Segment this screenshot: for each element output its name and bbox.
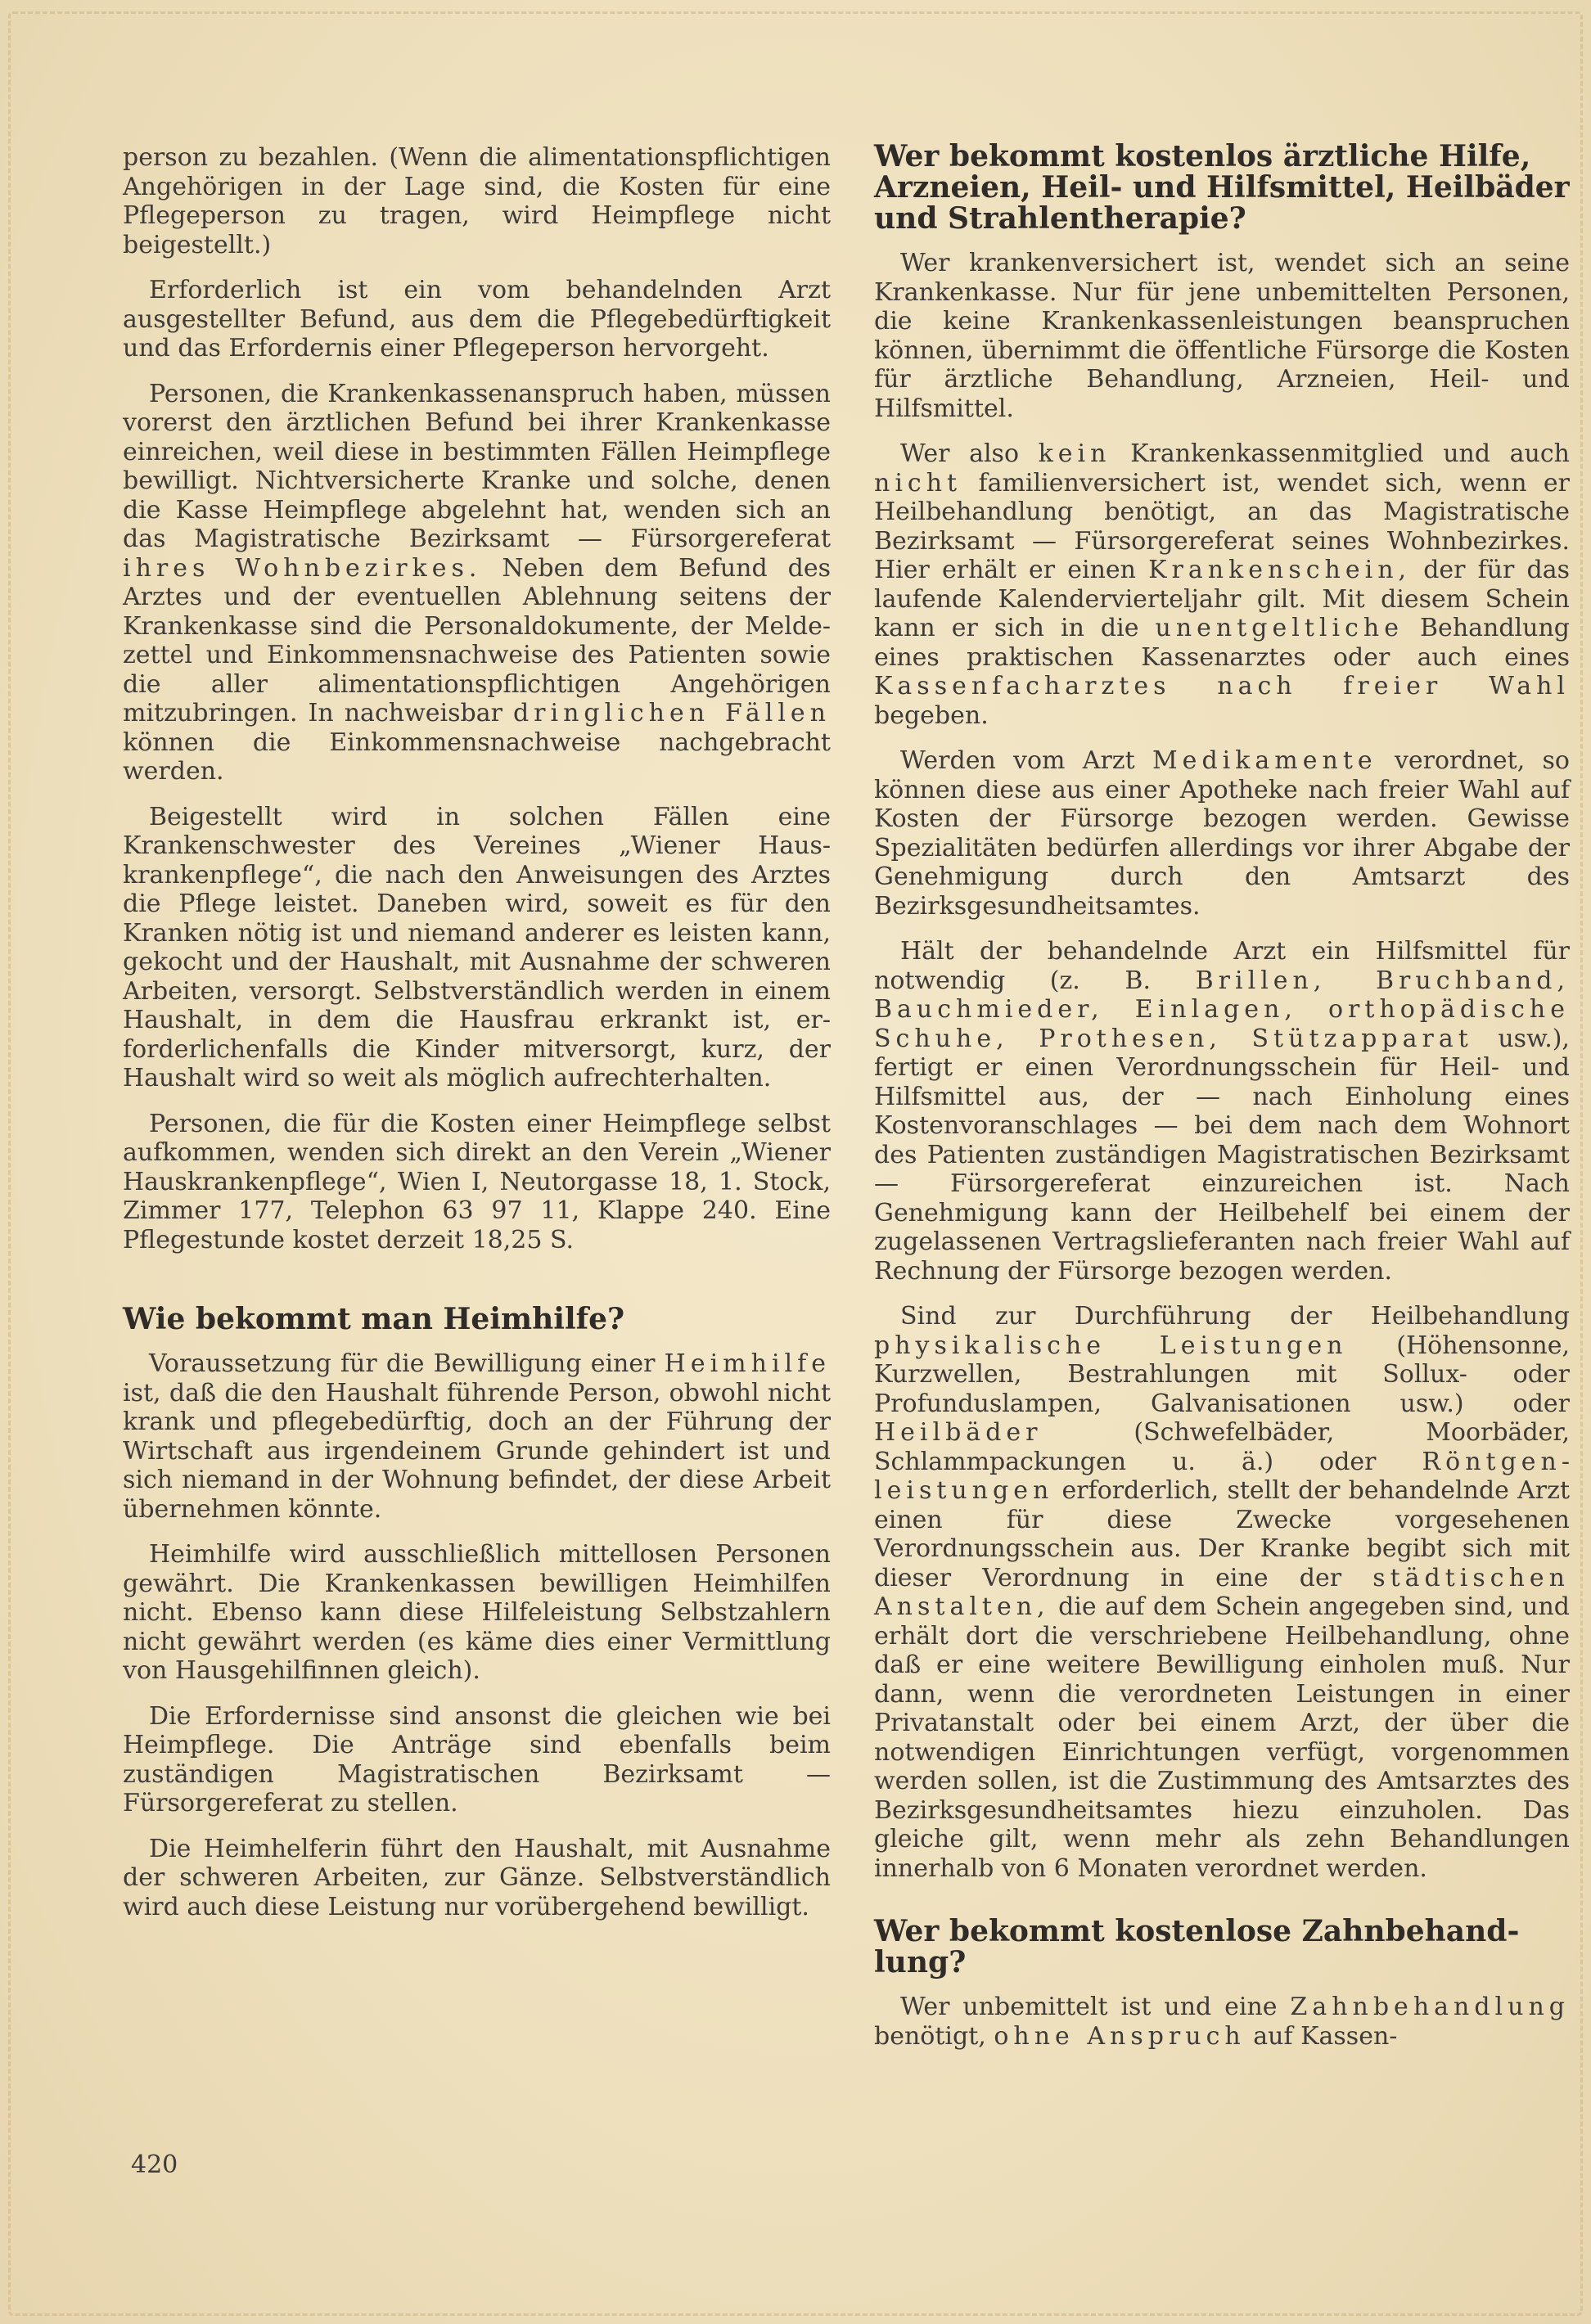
paragraph-text: Wer also [900, 439, 1020, 468]
paragraph-text: (Höhensonne, Kurzwellen, Bestrahlungen mit Sollux- oder Profunduslampen, Galvanisationen usw.) oder [874, 1331, 1570, 1418]
paragraph [874, 439, 1570, 730]
paragraph-text: ist, daß die den Haushalt führende Person, obwohl nicht krank und pflegebedürftig, doch an der Führung der Wirtschaft aus irgendeinem Grunde gehindert ist und sich niemand in der Wohnung befindet, der diese Arbeit übernehmen könnte. [123, 1378, 831, 1524]
emphasis-text: Zahnbehandlung [1290, 1993, 1570, 2021]
paragraph-text: können die Einkommensnachweise nachgebracht werden. [123, 727, 831, 786]
paragraph-text: Die Heimhelferin führt den Haushalt, mit Ausnahme der schweren Arbeiten, zur Gänze. Selbstverständlich wird auch diese Leistung nur vorübergehend bewilligt. [123, 1834, 831, 1921]
paragraph-text: auf Kassen- [1253, 2021, 1398, 2051]
section-heading: Wie bekommt man Heimhilfe? [123, 1302, 625, 1336]
emphasis-text: nicht [874, 468, 962, 498]
paragraph [874, 249, 1570, 423]
paragraph-text: Wer unbemittelt ist und eine [900, 1993, 1278, 2021]
paragraph [874, 746, 1570, 921]
paragraph-text: usw.), fertigt er einen Verordnungsschein für Heil- und Hilfsmittel aus, der — nach Einholung eines Kostenvoranschlages — bei dem nach dem Wohnort des Patienten zuständigen Magistratischen Bezirksamt — Fürsorgereferat einzureichen ist. Nach Genehmigung kann der Heilbehelf bei einem der zugelassenen Vertragslieferanten nach freier Wahl auf Rechnung der Fürsorge bezogen werden. [874, 1024, 1570, 1286]
paragraph-text: Personen, die für die Kosten einer Heimpflege selbst aufkommen, wenden sich direkt an den Verein „Wiener Hauskrankenpflege“, Wien I, Neutorgasse 18, 1. Stock, Zimmer 177, Telephon 63 97 11, Klappe 240. Eine Pflegestunde kostet derzeit 18,25 S. [123, 1109, 831, 1254]
paragraph-text: familienversichert ist, wendet sich, wenn er Heilbehandlung benötigt, an das Magistratische Bezirksamt — Fürsorgereferat seines Wohnbezirkes. Hier erhält er einen [874, 468, 1570, 584]
paragraph-text: Neben dem Befund des Arztes und der eventuellen Ablehnung seitens der Krankenkasse sind die Personaldokumente, der Meldezettel und Einkommensnachweise des Patienten sowie die aller alimentationspflichtigen Angehörigen mitzubringen. In nachweisbar [123, 553, 831, 727]
paragraph [874, 1993, 1570, 2051]
emphasis-text: städtischen Anstalten, [874, 1563, 1570, 1621]
paragraph-text: die auf dem Schein angegeben sind, und erhält dort die verschriebene Heilbehandlung, ohne daß er eine weitere Bewilligung einholen muß. Nur dann, wenn die verordneten Leistungen in einer Privatanstalt oder bei einem Arzt, der über die notwendigen Einrichtungen verfügt, vorgenommen werden sollen, ist die Zustimmung des Amtsarztes des Bezirksgesundheitsamtes hiezu einzuholen. Das gleiche gilt, wenn mehr als zehn Behandlungen innerhalb von 6 Monaten verordnet werden. [874, 1592, 1570, 1883]
paragraph [123, 1835, 831, 1922]
paragraph [123, 380, 831, 786]
emphasis-text: Kassenfacharztes nach freier Wahl [874, 672, 1570, 700]
paragraph [123, 1110, 831, 1255]
paragraph-text: der für das laufende Kalendervierteljahr gilt. Mit diesem Schein kann er sich in die [874, 556, 1570, 642]
emphasis-text: dringlichen Fällen [512, 699, 831, 727]
paragraph [123, 143, 831, 259]
paragraph-text: Wer krankenversichert ist, wendet sich an seine Krankenkasse. Nur für jene unbemittelten Personen, die keine Krankenkassenleistungen beanspruchen können, übernimmt die öffentliche Fürsorge die Kosten für ärztliche Behandlung, Arzneien, Heil- und Hilfsmittel. [874, 249, 1570, 423]
section-heading: Wer bekommt kostenlos ärztliche Hilfe, Arzneien, Heil- und Hilfsmittel, Heilbäder und Strahlentherapie? [874, 139, 1570, 236]
paragraph-text: begeben. [874, 700, 989, 730]
emphasis-text: ihres Wohnbezirkes. [123, 553, 482, 583]
right-column [874, 141, 1570, 2067]
emphasis-text: Röntgenleistungen [874, 1447, 1570, 1505]
paragraph [874, 937, 1570, 1286]
emphasis-text: Heilbäder [874, 1418, 1043, 1447]
paragraph-text: Heimhilfe wird ausschließlich mittellosen Personen gewährt. Die Krankenkassen bewilligen Heimhilfen nicht. Ebenso kann diese Hilfeleistung Selbstzahlern nicht gewährt werden (es käme dies einer Vermittlung von Hausgehilfinnen gleich). [123, 1540, 831, 1685]
paragraph [123, 803, 831, 1093]
paragraph-text: Voraussetzung für die Bewilligung einer [149, 1349, 656, 1378]
paragraph-text: Krankenkassenmitglied und auch [1130, 439, 1570, 468]
left-column [123, 143, 831, 1938]
paragraph-text: Erforderlich ist ein vom behandelnden Arzt ausgestellter Befund, aus dem die Pflegebedürftigkeit und das Erfordernis einer Pflegeperson hervorgeht. [123, 276, 831, 363]
paragraph-text: Personen, die Krankenkassenanspruch haben, müssen vorerst den ärztlichen Befund bei ihrer Krankenkasse einreichen, weil diese in bestimmten Fällen Heimpflege bewilligt. Nichtversicherte Kranke und solche, denen die Kasse Heimpflege abgelehnt hat, wenden sich an das Magistratische Bezirksamt — Fürsorgereferat [123, 379, 831, 553]
paragraph-text: (Schwefelbäder, Moorbäder, Schlammpackungen u. ä.) oder [874, 1418, 1570, 1476]
paragraph-text: Hält der behandelnde Arzt ein Hilfsmittel für notwendig (z. B. [874, 937, 1570, 995]
emphasis-text: unentgeltliche [1155, 614, 1404, 642]
paragraph-text: Behandlung eines praktischen Kassenarztes oder auch eines [874, 614, 1570, 672]
paragraph-text: benötigt, [874, 2021, 986, 2051]
paragraph [123, 276, 831, 363]
emphasis-text: Brillen, Bruchband, Bauchmieder, Einlagen, orthopädische Schuhe, Prothesen, Stützapparat [874, 966, 1570, 1053]
paragraph [123, 1702, 831, 1818]
paragraph-text: verordnet, so können diese aus einer Apotheke nach freier Wahl auf Kosten der Fürsorge bezogen werden. Gewisse Spezialitäten bedürfen allerdings vor ihrer Abgabe der Genehmigung durch den Amtsarzt des Bezirksgesundheitsamtes. [874, 746, 1570, 921]
emphasis-text: Krankenschein, [1148, 556, 1412, 584]
emphasis-text: Heimhilfe [664, 1349, 831, 1378]
page-number: 420 [131, 2151, 178, 2179]
emphasis-text: Medikamente [1152, 746, 1377, 775]
paragraph-text: person zu bezahlen. (Wenn die alimentationspflichtigen Angehörigen in der Lage sind, die Kosten für eine Pflegeperson zu tragen, wird Heimpflege nicht beigestellt.) [123, 143, 831, 259]
paragraph [123, 1540, 831, 1686]
paragraph-text: Die Erfordernisse sind ansonst die gleichen wie bei Heimpflege. Die Anträge sind ebenfalls beim zuständigen Magistratischen Bezirksamt — Fürsorgereferat zu stellen. [123, 1701, 831, 1817]
paragraph-text: Sind zur Durchführung der Heilbehandlung [900, 1302, 1570, 1331]
emphasis-text: ohne Anspruch [994, 2021, 1246, 2051]
paragraph-text: Beigestellt wird in solchen Fällen eine Krankenschwester des Vereines „Wiener Hauskrankenpflege“, die nach den Anweisungen des Arztes die Pflege leistet. Daneben wird, soweit es für den Kranken nötig ist und niemand anderer es leisten kann, gekocht und der Haushalt, mit Ausnahme der schweren Arbeiten, versorgt. Selbstverständlich werden in einem Haushalt, in dem die Hausfrau erkrankt ist, erforderlichenfalls die Kinder mitversorgt, kurz, der Haushalt wird so weit als möglich aufrechterhalten. [123, 802, 831, 1092]
section-heading: Wer bekommt kostenlose Zahnbehandlung? [874, 1914, 1520, 1979]
paragraph [874, 1302, 1570, 1883]
paragraph [123, 1349, 831, 1524]
paragraph-text: Werden vom Arzt [900, 746, 1135, 775]
emphasis-text: kein [1038, 439, 1111, 468]
emphasis-text: physikalische Leistungen [874, 1331, 1348, 1360]
paragraph-text: erforderlich, stellt der behandelnde Arzt einen für diese Zwecke vorgesehenen Verordnungsschein aus. Der Kranke begibt sich mit dieser Verordnung in eine der [874, 1476, 1570, 1592]
